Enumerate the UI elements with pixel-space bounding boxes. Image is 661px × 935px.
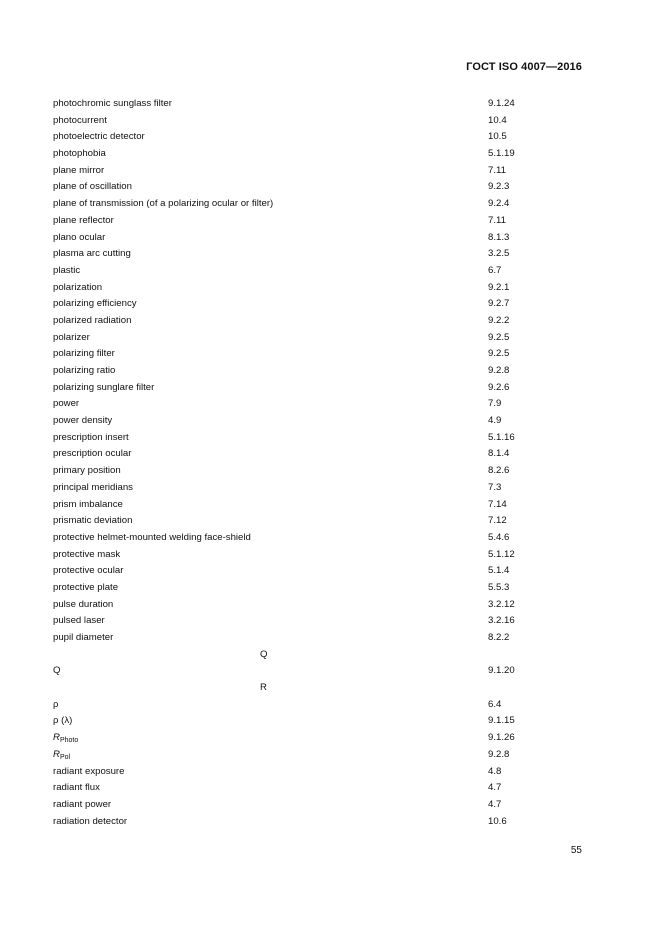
index-row <box>53 163 533 180</box>
index-row <box>53 580 533 597</box>
index-term: plane mirror <box>53 164 105 176</box>
index-ref: 10.4 <box>488 114 507 126</box>
index-term: pupil diameter <box>53 632 114 643</box>
index-row <box>53 396 533 413</box>
index-ref: 9.2.8 <box>488 365 510 376</box>
index-row <box>53 196 533 213</box>
index-term: polarizing efficiency <box>53 298 137 310</box>
index-row <box>53 814 533 831</box>
index-term: radiation detector <box>53 815 128 827</box>
index-row-r-pol <box>53 747 533 764</box>
index-term: polarizing sunglare filter <box>53 381 155 393</box>
index-row <box>53 430 533 447</box>
index-row <box>53 597 533 614</box>
index-row <box>53 213 533 230</box>
index-term: primary position <box>53 465 121 477</box>
index-term: plane reflector <box>53 214 114 226</box>
index-term: protective helmet-mounted welding face-shield <box>53 531 251 543</box>
index-row <box>53 146 533 163</box>
index-term: polarizer <box>53 331 90 343</box>
index-ref: 5.1.16 <box>488 431 515 443</box>
index-ref: 7.12 <box>488 515 507 527</box>
index-ref: 9.1.15 <box>488 715 515 727</box>
index-ref: 9.2.2 <box>488 314 510 326</box>
index-ref: 9.2.7 <box>488 298 510 310</box>
index-row <box>53 513 533 530</box>
index-ref: 4.8 <box>488 765 502 777</box>
index-ref: 5.1.19 <box>488 148 515 160</box>
index-row <box>53 246 533 263</box>
index-ref: 10.5 <box>488 131 507 143</box>
index-ref: 3.2.5 <box>488 248 510 260</box>
index-ref: 4.7 <box>488 798 502 810</box>
index-row <box>53 613 533 630</box>
index-entries-q <box>53 663 533 680</box>
index-ref: 7.11 <box>488 164 506 176</box>
symbol: R <box>53 732 60 744</box>
index-row <box>53 263 533 280</box>
index-term: plastic <box>53 264 81 276</box>
index-ref: 3.2.16 <box>488 615 515 627</box>
index-term: radiant flux <box>53 782 100 794</box>
index-row-rho <box>53 697 533 714</box>
index-ref: 6.7 <box>488 264 502 276</box>
index-row <box>53 764 533 781</box>
index-term: polarizing ratio <box>53 365 116 376</box>
index-term: radiant exposure <box>53 765 125 777</box>
index-ref: 9.1.20 <box>488 665 515 677</box>
index-ref: 5.1.12 <box>488 548 515 560</box>
index-row <box>53 480 533 497</box>
page-number: 55 <box>570 845 582 856</box>
section-heading-q <box>53 647 533 664</box>
index-ref: 3.2.12 <box>488 598 515 610</box>
index-row <box>53 296 533 313</box>
index-row <box>53 547 533 564</box>
index-term: prescription ocular <box>53 448 132 460</box>
index-row <box>53 380 533 397</box>
index-row <box>53 463 533 480</box>
index-row <box>53 780 533 797</box>
index-ref: 9.2.8 <box>488 748 510 760</box>
index-ref: 8.2.6 <box>488 465 510 477</box>
index-term: ρ (λ) <box>53 715 73 727</box>
index-term: pulsed laser <box>53 615 105 627</box>
index-term: power <box>53 398 80 410</box>
index-row <box>53 96 533 113</box>
index-row <box>53 363 533 380</box>
index-ref: 8.1.4 <box>488 448 510 460</box>
index-row-r-photo <box>53 730 533 747</box>
index-term: prismatic deviation <box>53 515 133 527</box>
index-term: plasma arc cutting <box>53 248 131 260</box>
index-row <box>53 797 533 814</box>
subject-index <box>53 96 533 830</box>
index-term: plano ocular <box>53 231 106 243</box>
index-ref: 9.2.3 <box>488 181 510 193</box>
index-term: principal meridians <box>53 481 133 493</box>
index-term: power density <box>53 415 113 427</box>
index-ref: 4.9 <box>488 415 502 427</box>
index-row <box>53 497 533 514</box>
index-ref: 9.2.4 <box>488 198 510 210</box>
index-row <box>53 179 533 196</box>
subscript: Pol <box>59 753 71 761</box>
index-ref: 7.14 <box>488 498 507 510</box>
index-ref: 8.2.2 <box>488 632 510 643</box>
index-term: protective ocular <box>53 565 124 577</box>
index-ref: 8.1.3 <box>488 231 510 243</box>
index-entries-p <box>53 96 533 647</box>
index-row <box>53 446 533 463</box>
index-term: photochromic sunglass filter <box>53 98 172 109</box>
index-term: pulse duration <box>53 598 114 610</box>
index-row <box>53 113 533 130</box>
index-term: photophobia <box>53 148 106 160</box>
index-term: plane of oscillation <box>53 181 132 193</box>
index-row-rho-lambda <box>53 713 533 730</box>
index-ref: 9.2.5 <box>488 331 510 343</box>
index-term: polarizing filter <box>53 348 115 360</box>
index-ref: 9.2.1 <box>488 281 510 293</box>
index-ref: 10.6 <box>488 815 507 827</box>
section-letter: R <box>260 682 267 694</box>
index-term: prescription insert <box>53 431 129 443</box>
index-term: protective mask <box>53 548 121 560</box>
index-ref: 5.4.6 <box>488 531 510 543</box>
index-row <box>53 280 533 297</box>
index-ref: 6.4 <box>488 698 502 710</box>
section-letter: Q <box>260 648 268 660</box>
document-code-header: ГОСТ ISO 4007—2016 <box>466 61 582 73</box>
index-row <box>53 563 533 580</box>
index-term: ρ <box>53 698 59 710</box>
index-ref: 5.5.3 <box>488 581 510 593</box>
index-ref: 7.11 <box>488 214 506 226</box>
index-row <box>53 413 533 430</box>
index-row <box>53 313 533 330</box>
index-row <box>53 330 533 347</box>
index-ref: 4.7 <box>488 782 502 794</box>
section-heading-r <box>53 680 533 697</box>
index-term: prism imbalance <box>53 498 123 510</box>
index-ref: 9.1.24 <box>488 98 515 109</box>
index-ref: 9.2.5 <box>488 348 510 360</box>
index-row <box>53 346 533 363</box>
index-row <box>53 230 533 247</box>
index-entries-r <box>53 764 533 831</box>
index-term: radiant power <box>53 798 112 810</box>
index-ref: 7.9 <box>488 398 502 410</box>
index-ref: 9.2.6 <box>488 381 510 393</box>
index-term: photocurrent <box>53 114 107 126</box>
index-ref: 7.3 <box>488 481 502 493</box>
symbol: R <box>53 748 60 760</box>
index-row <box>53 129 533 146</box>
index-row <box>53 663 533 680</box>
index-ref: 9.1.26 <box>488 732 515 744</box>
index-term: photoelectric detector <box>53 131 145 143</box>
index-ref: 5.1.4 <box>488 565 510 577</box>
index-term: Q <box>53 665 61 677</box>
index-term: polarized radiation <box>53 314 132 326</box>
index-term: plane of transmission (of a polarizing ocular or filter) <box>53 198 274 210</box>
index-row <box>53 530 533 547</box>
index-term: polarization <box>53 281 103 293</box>
subscript: Photo <box>59 737 79 745</box>
index-term: protective plate <box>53 581 119 593</box>
index-row <box>53 630 533 647</box>
